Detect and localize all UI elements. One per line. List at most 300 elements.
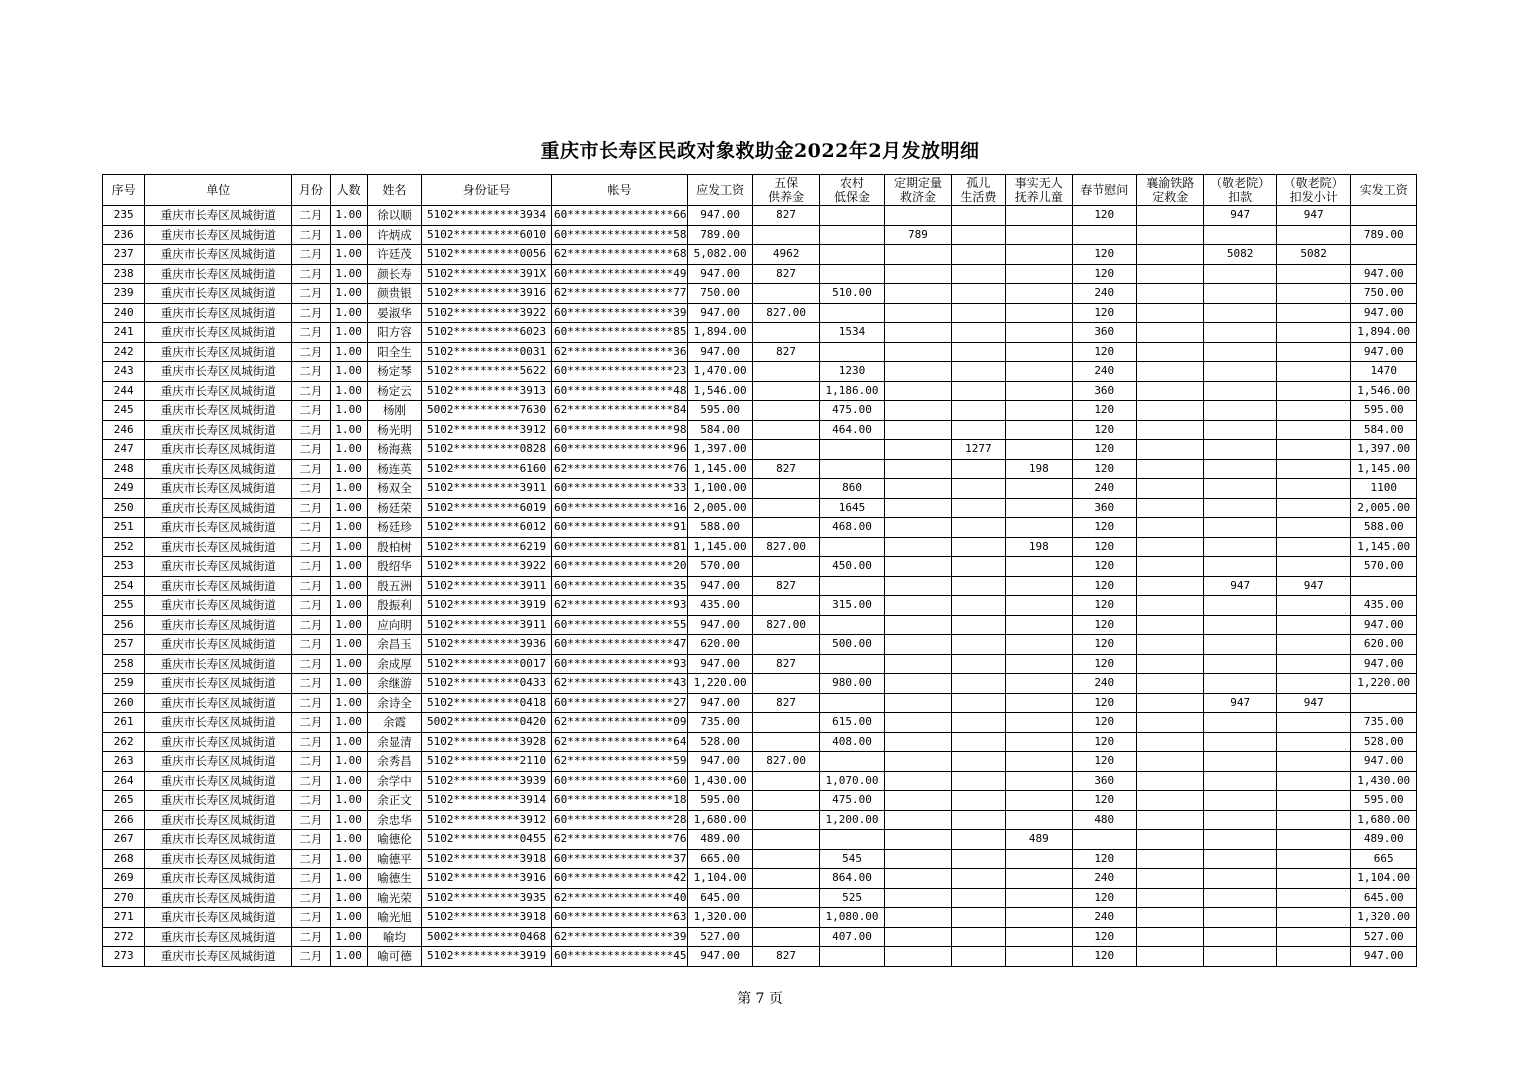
- table-cell: [1276, 888, 1351, 908]
- table-cell: 251: [103, 518, 145, 538]
- table-cell: [885, 323, 951, 343]
- table-cell: [951, 401, 1005, 421]
- table-cell: 1.00: [330, 771, 367, 791]
- table-cell: [951, 693, 1005, 713]
- table-cell: [885, 245, 951, 265]
- table-cell: 1,070.00: [819, 771, 884, 791]
- table-cell: 1.00: [330, 440, 367, 460]
- table-row: [103, 284, 1417, 304]
- table-cell: 杨刚: [367, 401, 421, 421]
- table-cell: 489.00: [1351, 830, 1417, 850]
- table-cell: [1276, 869, 1351, 889]
- table-cell: 重庆市长寿区凤城街道: [145, 342, 292, 362]
- table-cell: [819, 537, 884, 557]
- table-cell: [819, 264, 884, 284]
- column-header: 人数: [330, 175, 367, 206]
- table-cell: 750.00: [687, 284, 752, 304]
- column-header: 实发工资: [1351, 175, 1417, 206]
- table-cell: 947: [1276, 206, 1351, 226]
- table-cell: 二月: [292, 635, 330, 655]
- table-cell: 二月: [292, 888, 330, 908]
- table-cell: [951, 537, 1005, 557]
- table-cell: [819, 830, 884, 850]
- table-cell: 500.00: [819, 635, 884, 655]
- table-cell: 重庆市长寿区凤城街道: [145, 245, 292, 265]
- table-cell: [1136, 791, 1203, 811]
- table-cell: [1136, 908, 1203, 928]
- table-cell: 二月: [292, 849, 330, 869]
- table-cell: 重庆市长寿区凤城街道: [145, 420, 292, 440]
- table-cell: 重庆市长寿区凤城街道: [145, 537, 292, 557]
- table-cell: [1006, 791, 1072, 811]
- table-cell: 余学中: [367, 771, 421, 791]
- table-cell: 5102**********0433: [422, 674, 552, 694]
- table-cell: 5102**********3911: [422, 576, 552, 596]
- table-cell: 余成厚: [367, 654, 421, 674]
- table-cell: [885, 752, 951, 772]
- table-cell: 645.00: [1351, 888, 1417, 908]
- table-cell: 5102**********5622: [422, 362, 552, 382]
- table-cell: [1136, 713, 1203, 733]
- table-cell: 5102**********6160: [422, 459, 552, 479]
- table-cell: 1.00: [330, 557, 367, 577]
- table-cell: [1136, 381, 1203, 401]
- table-cell: [885, 869, 951, 889]
- table-cell: 120: [1072, 440, 1136, 460]
- table-cell: [951, 245, 1005, 265]
- table-cell: 5082: [1276, 245, 1351, 265]
- table-cell: [951, 303, 1005, 323]
- table-row: [103, 927, 1417, 947]
- table-cell: [951, 479, 1005, 499]
- table-cell: 1.00: [330, 635, 367, 655]
- table-cell: 5102**********6010: [422, 225, 552, 245]
- table-cell: 余显清: [367, 732, 421, 752]
- table-cell: 颜长寿: [367, 264, 421, 284]
- table-cell: [1204, 557, 1276, 577]
- table-cell: [885, 732, 951, 752]
- table-cell: [1204, 362, 1276, 382]
- table-cell: [1006, 440, 1072, 460]
- table-cell: [1136, 440, 1203, 460]
- table-cell: 二月: [292, 323, 330, 343]
- table-cell: [951, 732, 1005, 752]
- table-cell: 二月: [292, 440, 330, 460]
- table-cell: [1072, 225, 1136, 245]
- table-cell: [951, 849, 1005, 869]
- table-cell: [1006, 752, 1072, 772]
- table-cell: 余继游: [367, 674, 421, 694]
- table-cell: 827.00: [753, 537, 819, 557]
- table-cell: [1276, 323, 1351, 343]
- table-cell: 120: [1072, 752, 1136, 772]
- table-cell: 827: [753, 264, 819, 284]
- table-cell: [1006, 810, 1072, 830]
- table-cell: [819, 693, 884, 713]
- table-cell: 1,145.00: [687, 459, 752, 479]
- table-cell: [819, 752, 884, 772]
- table-cell: 5002**********7630: [422, 401, 552, 421]
- table-cell: 62****************77: [552, 284, 688, 304]
- table-cell: [1006, 693, 1072, 713]
- table-cell: [1072, 830, 1136, 850]
- table-cell: [1204, 908, 1276, 928]
- table-cell: 360: [1072, 381, 1136, 401]
- table-cell: 徐以顺: [367, 206, 421, 226]
- table-cell: 5102**********0418: [422, 693, 552, 713]
- table-cell: [1276, 635, 1351, 655]
- table-cell: [1136, 323, 1203, 343]
- table-cell: [885, 830, 951, 850]
- table-cell: 阳方容: [367, 323, 421, 343]
- table-cell: 120: [1072, 693, 1136, 713]
- table-cell: 1.00: [330, 498, 367, 518]
- table-cell: [1276, 284, 1351, 304]
- table-cell: 665: [1351, 849, 1417, 869]
- table-cell: 266: [103, 810, 145, 830]
- table-cell: [1276, 264, 1351, 284]
- table-cell: 1.00: [330, 284, 367, 304]
- table-cell: 5102**********3922: [422, 303, 552, 323]
- table-cell: [753, 225, 819, 245]
- table-cell: 1.00: [330, 908, 367, 928]
- table-cell: 588.00: [687, 518, 752, 538]
- table-row: [103, 440, 1417, 460]
- table-cell: 1.00: [330, 810, 367, 830]
- table-cell: 5102**********0056: [422, 245, 552, 265]
- table-cell: [1351, 693, 1417, 713]
- table-cell: 120: [1072, 732, 1136, 752]
- table-cell: 240: [1072, 908, 1136, 928]
- table-cell: 527.00: [687, 927, 752, 947]
- table-cell: [1204, 323, 1276, 343]
- column-header: 月份: [292, 175, 330, 206]
- table-cell: 947.00: [1351, 947, 1417, 967]
- table-cell: 1.00: [330, 362, 367, 382]
- table-cell: 1.00: [330, 849, 367, 869]
- table-cell: 735.00: [687, 713, 752, 733]
- table-cell: 827: [753, 342, 819, 362]
- table-cell: [885, 791, 951, 811]
- table-cell: 570.00: [687, 557, 752, 577]
- table-cell: [1006, 771, 1072, 791]
- table-cell: 468.00: [819, 518, 884, 538]
- table-cell: [1136, 674, 1203, 694]
- table-cell: 二月: [292, 869, 330, 889]
- table-cell: 二月: [292, 479, 330, 499]
- table-cell: 120: [1072, 635, 1136, 655]
- table-cell: 1,894.00: [687, 323, 752, 343]
- table-cell: 827: [753, 947, 819, 967]
- table-cell: 1.00: [330, 576, 367, 596]
- table-cell: 248: [103, 459, 145, 479]
- table-cell: 5102**********3936: [422, 635, 552, 655]
- table-cell: [1351, 245, 1417, 265]
- table-cell: [951, 362, 1005, 382]
- table-cell: [885, 362, 951, 382]
- table-cell: 2,005.00: [687, 498, 752, 518]
- table-cell: 595.00: [687, 401, 752, 421]
- table-cell: [951, 908, 1005, 928]
- table-cell: [1204, 615, 1276, 635]
- table-cell: 269: [103, 869, 145, 889]
- table-cell: [885, 927, 951, 947]
- table-cell: 528.00: [1351, 732, 1417, 752]
- table-cell: 60****************96: [552, 440, 688, 460]
- table-cell: 二月: [292, 518, 330, 538]
- table-cell: 980.00: [819, 674, 884, 694]
- table-cell: [1006, 498, 1072, 518]
- table-cell: 5102**********3912: [422, 810, 552, 830]
- table-cell: 二月: [292, 576, 330, 596]
- table-cell: 重庆市长寿区凤城街道: [145, 791, 292, 811]
- table-cell: 243: [103, 362, 145, 382]
- table-cell: 62****************84: [552, 401, 688, 421]
- table-cell: [1136, 401, 1203, 421]
- table-cell: [1136, 693, 1203, 713]
- table-cell: [1276, 927, 1351, 947]
- table-cell: [753, 791, 819, 811]
- table-cell: [1204, 381, 1276, 401]
- table-cell: [753, 557, 819, 577]
- table-cell: [819, 342, 884, 362]
- table-cell: 1.00: [330, 869, 367, 889]
- table-cell: 杨廷荣: [367, 498, 421, 518]
- table-cell: 254: [103, 576, 145, 596]
- table-cell: 1,145.00: [1351, 459, 1417, 479]
- table-cell: 重庆市长寿区凤城街道: [145, 674, 292, 694]
- table-cell: 947.00: [1351, 654, 1417, 674]
- table-cell: 120: [1072, 206, 1136, 226]
- table-cell: [1204, 479, 1276, 499]
- table-cell: 重庆市长寿区凤城街道: [145, 635, 292, 655]
- column-header: 孤儿 生活费: [951, 175, 1005, 206]
- table-cell: [1204, 674, 1276, 694]
- table-cell: 1.00: [330, 381, 367, 401]
- table-cell: 1,320.00: [687, 908, 752, 928]
- table-cell: 二月: [292, 596, 330, 616]
- table-row: [103, 615, 1417, 635]
- table-cell: 1.00: [330, 420, 367, 440]
- table-cell: 二月: [292, 245, 330, 265]
- table-cell: 827: [753, 654, 819, 674]
- table-header: [103, 175, 1417, 206]
- table-cell: 120: [1072, 459, 1136, 479]
- table-cell: [951, 381, 1005, 401]
- table-cell: 120: [1072, 420, 1136, 440]
- column-header: （敬老院） 扣款: [1204, 175, 1276, 206]
- table-cell: [1006, 635, 1072, 655]
- table-cell: 360: [1072, 498, 1136, 518]
- table-cell: 1.00: [330, 713, 367, 733]
- table-cell: 1,430.00: [687, 771, 752, 791]
- table-cell: [1006, 674, 1072, 694]
- table-cell: [1276, 518, 1351, 538]
- table-cell: [1276, 440, 1351, 460]
- table-cell: [1204, 635, 1276, 655]
- table-cell: 5102**********6219: [422, 537, 552, 557]
- table-cell: [951, 771, 1005, 791]
- table-cell: 246: [103, 420, 145, 440]
- table-cell: 重庆市长寿区凤城街道: [145, 908, 292, 928]
- table-cell: 5102**********3911: [422, 615, 552, 635]
- table-cell: 268: [103, 849, 145, 869]
- table-cell: [1204, 264, 1276, 284]
- table-cell: 重庆市长寿区凤城街道: [145, 732, 292, 752]
- table-cell: [1204, 225, 1276, 245]
- table-cell: 喻均: [367, 927, 421, 947]
- table-cell: 二月: [292, 810, 330, 830]
- table-cell: 二月: [292, 674, 330, 694]
- table-cell: [1136, 752, 1203, 772]
- table-cell: 5102**********3912: [422, 420, 552, 440]
- table-cell: 5102**********2110: [422, 752, 552, 772]
- table-cell: 二月: [292, 654, 330, 674]
- table-cell: 二月: [292, 342, 330, 362]
- table-cell: 1277: [951, 440, 1005, 460]
- table-cell: [1204, 927, 1276, 947]
- table-body: [103, 206, 1417, 967]
- table-cell: [951, 791, 1005, 811]
- table-cell: [1006, 888, 1072, 908]
- table-row: [103, 420, 1417, 440]
- table-cell: [1006, 362, 1072, 382]
- table-cell: 1,186.00: [819, 381, 884, 401]
- table-cell: 947.00: [1351, 264, 1417, 284]
- table-cell: 525: [819, 888, 884, 908]
- table-cell: 1100: [1351, 479, 1417, 499]
- table-cell: 60****************37: [552, 849, 688, 869]
- table-row: [103, 518, 1417, 538]
- table-cell: 827: [753, 576, 819, 596]
- table-cell: 60****************39: [552, 303, 688, 323]
- column-header: 襄渝铁路 定救金: [1136, 175, 1203, 206]
- table-cell: 584.00: [687, 420, 752, 440]
- table-cell: 245: [103, 401, 145, 421]
- table-cell: [1006, 303, 1072, 323]
- table-cell: 余秀昌: [367, 752, 421, 772]
- table-row: [103, 206, 1417, 226]
- table-cell: [1204, 596, 1276, 616]
- table-cell: 60****************33: [552, 479, 688, 499]
- table-cell: 喻光旭: [367, 908, 421, 928]
- table-cell: 947.00: [687, 654, 752, 674]
- table-cell: 1.00: [330, 830, 367, 850]
- table-cell: 重庆市长寿区凤城街道: [145, 206, 292, 226]
- table-cell: 重庆市长寿区凤城街道: [145, 284, 292, 304]
- table-cell: [819, 225, 884, 245]
- table-cell: [1006, 576, 1072, 596]
- table-cell: 5002**********0420: [422, 713, 552, 733]
- table-cell: 1,220.00: [687, 674, 752, 694]
- table-cell: 60****************55: [552, 615, 688, 635]
- table-cell: 重庆市长寿区凤城街道: [145, 947, 292, 967]
- table-cell: 247: [103, 440, 145, 460]
- table-cell: 60****************48: [552, 381, 688, 401]
- column-header: 定期定量 救济金: [885, 175, 951, 206]
- table-cell: [1006, 342, 1072, 362]
- table-cell: 237: [103, 245, 145, 265]
- table-cell: [1204, 713, 1276, 733]
- table-cell: [753, 284, 819, 304]
- table-cell: [1136, 810, 1203, 830]
- table-cell: 1,680.00: [687, 810, 752, 830]
- table-cell: 256: [103, 615, 145, 635]
- table-cell: [1276, 908, 1351, 928]
- table-cell: [819, 206, 884, 226]
- table-cell: 余忠华: [367, 810, 421, 830]
- table-cell: [819, 245, 884, 265]
- table-cell: 阳全生: [367, 342, 421, 362]
- table-cell: 1,397.00: [1351, 440, 1417, 460]
- table-cell: 62****************76: [552, 830, 688, 850]
- table-cell: 62****************93: [552, 596, 688, 616]
- table-cell: 1.00: [330, 264, 367, 284]
- table-cell: 263: [103, 752, 145, 772]
- table-row: [103, 245, 1417, 265]
- table-row: [103, 323, 1417, 343]
- table-row: [103, 654, 1417, 674]
- table-cell: 余正文: [367, 791, 421, 811]
- table-cell: 5102**********3919: [422, 596, 552, 616]
- table-cell: [885, 479, 951, 499]
- table-cell: 120: [1072, 557, 1136, 577]
- table-cell: [1276, 401, 1351, 421]
- table-cell: 1,200.00: [819, 810, 884, 830]
- table-cell: 450.00: [819, 557, 884, 577]
- table-cell: 二月: [292, 303, 330, 323]
- table-cell: [1276, 713, 1351, 733]
- table-cell: [1204, 830, 1276, 850]
- column-header: 序号: [103, 175, 145, 206]
- table-cell: 789: [885, 225, 951, 245]
- table-cell: [1204, 810, 1276, 830]
- table-cell: 62****************40: [552, 888, 688, 908]
- table-cell: [1204, 420, 1276, 440]
- table-cell: [753, 596, 819, 616]
- table-cell: 1.00: [330, 596, 367, 616]
- table-cell: 120: [1072, 401, 1136, 421]
- table-cell: [753, 849, 819, 869]
- column-header: 姓名: [367, 175, 421, 206]
- table-cell: 270: [103, 888, 145, 908]
- table-row: [103, 713, 1417, 733]
- table-cell: [1136, 479, 1203, 499]
- table-cell: 二月: [292, 420, 330, 440]
- table-cell: 5102**********0828: [422, 440, 552, 460]
- table-cell: 1.00: [330, 323, 367, 343]
- table-cell: 1,104.00: [1351, 869, 1417, 889]
- table-cell: 5102**********3935: [422, 888, 552, 908]
- table-cell: [885, 537, 951, 557]
- table-cell: 5102**********3934: [422, 206, 552, 226]
- table-cell: 120: [1072, 264, 1136, 284]
- table-cell: [1204, 401, 1276, 421]
- column-header: 身份证号: [422, 175, 552, 206]
- table-cell: 1,145.00: [1351, 537, 1417, 557]
- table-cell: 489: [1006, 830, 1072, 850]
- table-row: [103, 752, 1417, 772]
- table-cell: [1136, 635, 1203, 655]
- table-row: [103, 537, 1417, 557]
- table-cell: 重庆市长寿区凤城街道: [145, 752, 292, 772]
- column-header: （敬老院） 扣发小计: [1276, 175, 1351, 206]
- table-cell: [753, 732, 819, 752]
- table-cell: [1006, 849, 1072, 869]
- table-cell: [753, 323, 819, 343]
- table-cell: 5102**********3914: [422, 791, 552, 811]
- table-cell: 许炳成: [367, 225, 421, 245]
